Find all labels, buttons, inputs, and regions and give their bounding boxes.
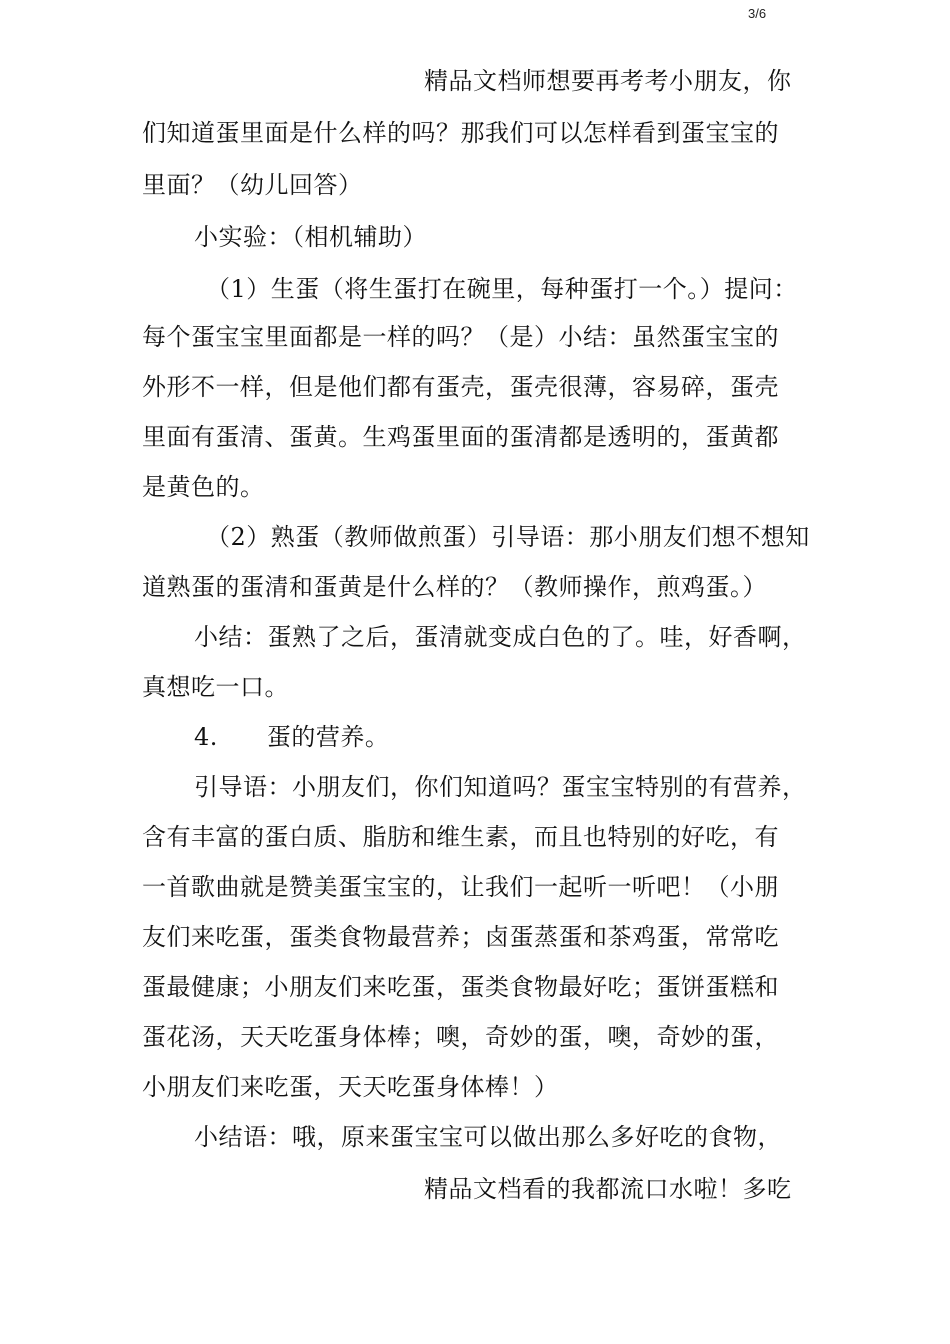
text-line: 小结：蛋熟了之后，蛋清就变成白色的了。哇，好香啊， bbox=[194, 623, 807, 651]
text-line: 引导语：小朋友们，你们知道吗？蛋宝宝特别的有营养， bbox=[194, 773, 807, 801]
text-line: 一首歌曲就是赞美蛋宝宝的，让我们一起听一听吧！（小朋 bbox=[142, 873, 779, 901]
text-line: 友们来吃蛋，蛋类食物最营养；卤蛋蒸蛋和茶鸡蛋，常常吃 bbox=[142, 923, 779, 951]
text-line: 里面？（幼儿回答） bbox=[142, 171, 363, 199]
text-line: 每个蛋宝宝里面都是一样的吗？（是）小结：虽然蛋宝宝的 bbox=[142, 323, 779, 351]
text-line: （2）熟蛋（教师做煎蛋）引导语：那小朋友们想不想知 bbox=[206, 523, 810, 551]
text-line: 道熟蛋的蛋清和蛋黄是什么样的？（教师操作，煎鸡蛋。） bbox=[142, 573, 767, 601]
text-line: 蛋花汤，天天吃蛋身体棒；噢，奇妙的蛋，噢，奇妙的蛋， bbox=[142, 1023, 779, 1051]
text-line: 小实验：（相机辅助） bbox=[194, 223, 427, 251]
text-line: 是黄色的。 bbox=[142, 473, 265, 501]
page-number: 3/6 bbox=[748, 6, 767, 21]
text-line: 真想吃一口。 bbox=[142, 673, 289, 701]
text-line: 们知道蛋里面是什么样的吗？那我们可以怎样看到蛋宝宝的 bbox=[142, 119, 779, 147]
text-line: 里面有蛋清、蛋黄。生鸡蛋里面的蛋清都是透明的，蛋黄都 bbox=[142, 423, 779, 451]
text-line: 精品文档师想要再考考小朋友，你 bbox=[424, 67, 792, 95]
text-line: （1）生蛋（将生蛋打在碗里，每种蛋打一个。）提问： bbox=[206, 275, 798, 303]
text-line: 蛋最健康；小朋友们来吃蛋，蛋类食物最好吃；蛋饼蛋糕和 bbox=[142, 973, 779, 1001]
text-line: 外形不一样，但是他们都有蛋壳，蛋壳很薄，容易碎，蛋壳 bbox=[142, 373, 779, 401]
text-line: 小朋友们来吃蛋，天天吃蛋身体棒！） bbox=[142, 1073, 559, 1101]
text-line: 4. 蛋的营养。 bbox=[194, 723, 390, 751]
text-line: 含有丰富的蛋白质、脂肪和维生素，而且也特别的好吃，有 bbox=[142, 823, 779, 851]
text-line: 小结语：哦，原来蛋宝宝可以做出那么多好吃的食物， bbox=[194, 1123, 782, 1151]
text-line: 精品文档看的我都流口水啦！多吃 bbox=[424, 1175, 792, 1203]
